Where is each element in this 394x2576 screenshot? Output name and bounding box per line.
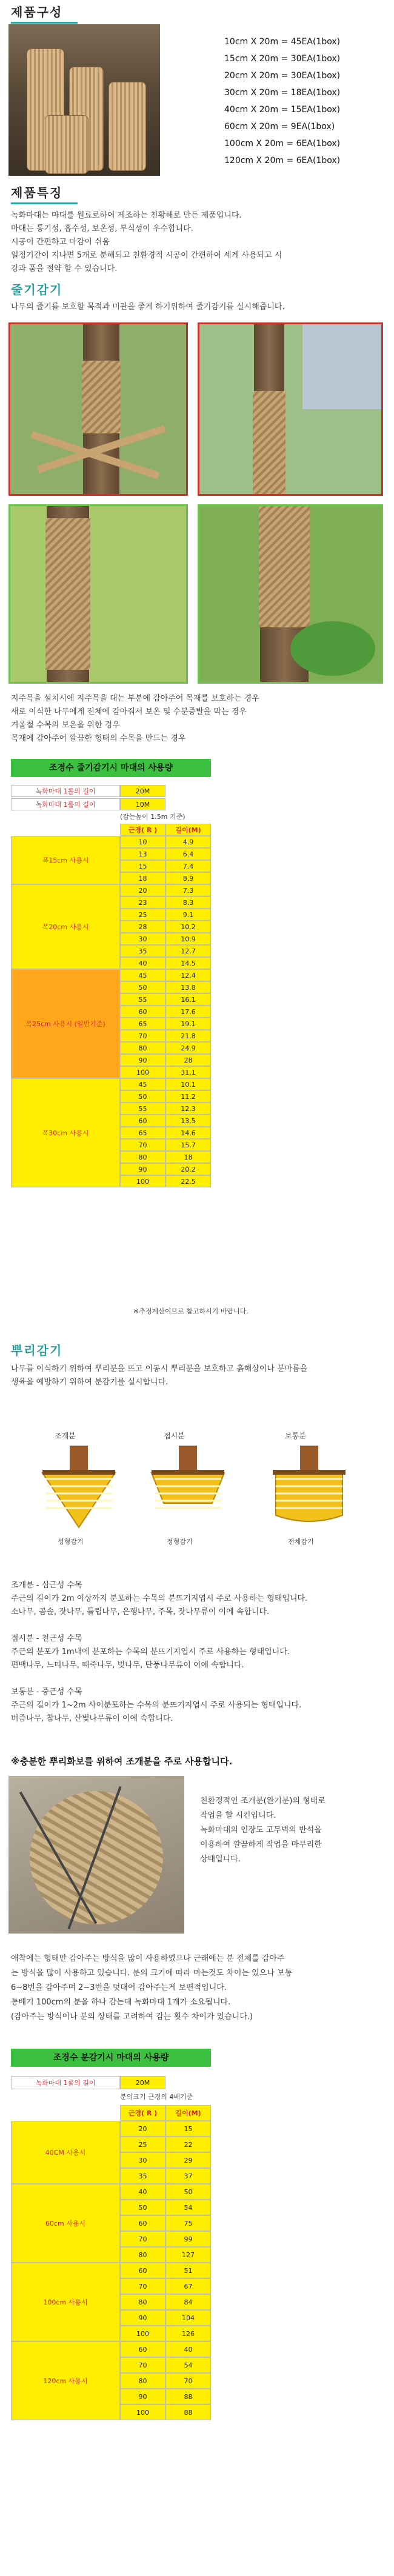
height-note: (감는높이 1.5m 기준) bbox=[120, 813, 185, 821]
feature-line: 녹화마대는 마대를 원료로하여 제조하는 친황해로 만든 제품입니다. bbox=[11, 211, 242, 220]
group-label: 폭30cm 사용시 bbox=[11, 1078, 120, 1187]
section-title-product: 제품구성 bbox=[11, 2, 78, 24]
length-cell: 50 bbox=[165, 2184, 211, 2200]
girth-cell: 70 bbox=[120, 1030, 165, 1042]
diagram-label: 접시분 bbox=[164, 1432, 185, 1440]
girth-cell: 70 bbox=[120, 2231, 165, 2247]
root-type-line: 주근의 길이가 2m 이상까지 분포하는 수목의 분뜨기지엽시 주로 사용하는 형태입니다. bbox=[11, 1594, 308, 1603]
root-caption-line: 친환경적인 조개분(완기분)의 형태로 bbox=[200, 1797, 326, 1806]
root-paragraph-line: 통배기 100cm의 분을 하나 감는데 녹화마대 1개가 소요됩니다. bbox=[11, 1998, 231, 2007]
length-cell: 126 bbox=[165, 2326, 211, 2341]
group-label: 폭25cm 사용시 (일반기준) bbox=[11, 969, 120, 1078]
girth-cell: 90 bbox=[120, 1163, 165, 1175]
spec-line: 30cm X 20m = 18EA(1box) bbox=[224, 88, 341, 98]
roll-label: 녹화마대 1롤의 길이 bbox=[11, 2076, 120, 2089]
girth-cell: 70 bbox=[120, 2278, 165, 2294]
trunk-photo-4 bbox=[198, 504, 383, 684]
length-cell: 13.8 bbox=[165, 981, 211, 993]
diagram-caption: 정형감기 bbox=[167, 1538, 193, 1546]
length-cell: 84 bbox=[165, 2294, 211, 2310]
length-cell: 88 bbox=[165, 2404, 211, 2420]
spec-line: 15cm X 20m = 30EA(1box) bbox=[224, 54, 341, 64]
girth-cell: 80 bbox=[120, 1151, 165, 1163]
length-cell: 13.5 bbox=[165, 1115, 211, 1127]
diagram-caption: 성형감기 bbox=[58, 1538, 84, 1546]
trunk-intro: 나무의 줄기를 보호할 목적과 미관을 좋게 하기위하여 줄기감기를 실시해줍니다. bbox=[11, 302, 285, 312]
diagram-label: 보통분 bbox=[285, 1432, 306, 1440]
root-intro: 나무를 이식하기 위하여 뿌리분을 뜨고 이동시 뿌리분을 보호하고 흙해상이나 분마름을 생육을 예방하기 위하여 분감기를 실시합니다. bbox=[11, 1364, 308, 1387]
spec-line: 20cm X 20m = 30EA(1box) bbox=[224, 71, 341, 81]
girth-cell: 45 bbox=[120, 1078, 165, 1090]
length-cell: 12.7 bbox=[165, 945, 211, 957]
length-cell: 24.9 bbox=[165, 1042, 211, 1054]
length-cell: 67 bbox=[165, 2278, 211, 2294]
spec-line: 120cm X 20m = 6EA(1box) bbox=[224, 156, 341, 165]
root-ball-diagram bbox=[36, 1446, 121, 1530]
root-type-line: 주근의 길이가 1~2m 사이분포하는 수목의 분뜨기지엽시 주로 사용되는 형태입니다. bbox=[11, 1701, 302, 1710]
root-type-heading: 접시분 - 천근성 수목 bbox=[11, 1634, 82, 1643]
length-cell: 54 bbox=[165, 2200, 211, 2215]
girth-cell: 70 bbox=[120, 2357, 165, 2373]
spec-line: 10cm X 20m = 45EA(1box) bbox=[224, 37, 341, 47]
roll-value: 20M bbox=[120, 785, 165, 797]
root-ball-photo bbox=[8, 1776, 184, 1934]
trunk-use-line: 겨울철 수목의 보온을 위한 경우 bbox=[11, 721, 120, 730]
girth-cell: 80 bbox=[120, 2373, 165, 2389]
girth-cell: 90 bbox=[120, 1054, 165, 1066]
girth-cell: 40 bbox=[120, 957, 165, 969]
trunk-photo-1 bbox=[8, 322, 188, 496]
length-cell: 7.3 bbox=[165, 884, 211, 896]
girth-cell: 60 bbox=[120, 1115, 165, 1127]
girth-cell: 25 bbox=[120, 909, 165, 921]
root-ball-diagram bbox=[267, 1446, 352, 1530]
roll-label: 녹화마대 1롤의 길이 bbox=[11, 785, 120, 797]
feature-line: 일정기간이 지나면 5개로 분해되고 친환경적 시공이 간편하여 세계 사용되고 시 bbox=[11, 251, 282, 260]
girth-cell: 60 bbox=[120, 2341, 165, 2357]
length-cell: 17.6 bbox=[165, 1006, 211, 1018]
girth-cell: 65 bbox=[120, 1127, 165, 1139]
girth-cell: 55 bbox=[120, 993, 165, 1006]
column-header: 길이(M) bbox=[165, 824, 211, 836]
length-cell: 7.4 bbox=[165, 860, 211, 872]
trunk-photo-3 bbox=[8, 504, 188, 684]
group-label: 100cm 사용시 bbox=[11, 2263, 120, 2341]
trunk-uses bbox=[11, 692, 381, 746]
length-cell: 104 bbox=[165, 2310, 211, 2326]
length-cell: 22.5 bbox=[165, 1175, 211, 1187]
girth-cell: 40 bbox=[120, 2184, 165, 2200]
root-paragraph-line: (감아주는 방식이나 분의 상태를 고려하여 감는 횟수 차이가 있습니다.) bbox=[11, 2012, 253, 2021]
girth-cell: 100 bbox=[120, 2326, 165, 2341]
column-header: 근경( R ) bbox=[120, 824, 165, 836]
root-caption-line: 상태입니다. bbox=[200, 1855, 241, 1864]
girth-cell: 30 bbox=[120, 933, 165, 945]
girth-cell: 90 bbox=[120, 2310, 165, 2326]
length-cell: 12.4 bbox=[165, 969, 211, 981]
product-spec-list bbox=[224, 33, 340, 169]
length-cell: 21.8 bbox=[165, 1030, 211, 1042]
length-cell: 16.1 bbox=[165, 993, 211, 1006]
length-cell: 10.2 bbox=[165, 921, 211, 933]
root-type-line: 편백나무, 느티나무, 때죽나무, 벚나무, 단풍나무류이 이에 속합니다. bbox=[11, 1661, 244, 1670]
length-cell: 70 bbox=[165, 2373, 211, 2389]
column-header: 근경( R ) bbox=[120, 2105, 165, 2121]
girth-cell: 45 bbox=[120, 969, 165, 981]
spec-line: 100cm X 20m = 6EA(1box) bbox=[224, 139, 341, 148]
trunk-use-line: 지주목을 설치시에 지주목을 대는 부분에 감아주어 목재를 보호하는 경우 bbox=[11, 694, 259, 703]
root-paragraph bbox=[11, 1952, 381, 2024]
root-type-block bbox=[11, 1579, 381, 1619]
feature-line: 시공이 간편하고 마감이 쉬움 bbox=[11, 238, 110, 247]
size-note: 분의크기 근경의 4배기준 bbox=[120, 2093, 193, 2101]
length-cell: 6.4 bbox=[165, 848, 211, 860]
girth-cell: 35 bbox=[120, 945, 165, 957]
length-cell: 4.9 bbox=[165, 836, 211, 848]
section-title-root: 뿌리감기 bbox=[11, 1343, 63, 1358]
length-cell: 15 bbox=[165, 2121, 211, 2137]
section-title-features: 제품특징 bbox=[11, 183, 78, 204]
girth-cell: 65 bbox=[120, 1018, 165, 1030]
length-cell: 54 bbox=[165, 2357, 211, 2373]
girth-cell: 35 bbox=[120, 2168, 165, 2184]
girth-cell: 28 bbox=[120, 921, 165, 933]
trunk-table-title: 조경수 줄기감기시 마대의 사용량 bbox=[11, 759, 211, 777]
girth-cell: 55 bbox=[120, 1103, 165, 1115]
root-caption-line: 이용하여 깔끔하게 작업을 마무리한 bbox=[200, 1840, 322, 1849]
product-photo bbox=[8, 24, 160, 176]
trunk-footnote: ※추정계산이므로 참고하시기 바랍니다. bbox=[133, 1307, 249, 1315]
length-cell: 28 bbox=[165, 1054, 211, 1066]
girth-cell: 80 bbox=[120, 2294, 165, 2310]
root-paragraph-line: 는 방식을 많이 사용하고 있습니다. 분의 크기에 따라 마는것도 차이는 있으나 보통 bbox=[11, 1969, 293, 1978]
length-cell: 31.1 bbox=[165, 1066, 211, 1078]
length-cell: 99 bbox=[165, 2231, 211, 2247]
root-type-line: 소나무, 곰솔, 잣나무, 튤립나무, 은행나무, 주목, 잣나무류이 이에 속합니다. bbox=[11, 1607, 270, 1617]
length-cell: 37 bbox=[165, 2168, 211, 2184]
length-cell: 88 bbox=[165, 2389, 211, 2404]
root-photo-caption bbox=[200, 1794, 382, 1867]
girth-cell: 50 bbox=[120, 2200, 165, 2215]
group-label: 40CM 사용시 bbox=[11, 2121, 120, 2184]
group-label: 폭20cm 사용시 bbox=[11, 884, 120, 969]
girth-cell: 15 bbox=[120, 860, 165, 872]
group-label: 60cm 사용시 bbox=[11, 2184, 120, 2263]
wrap-value: 10M bbox=[120, 798, 165, 810]
diagram-label: 조개분 bbox=[55, 1432, 76, 1440]
girth-cell: 100 bbox=[120, 1066, 165, 1078]
length-cell: 14.6 bbox=[165, 1127, 211, 1139]
trunk-use-line: 목재에 감아주어 깔끔한 형태의 수목을 만드는 경우 bbox=[11, 734, 186, 743]
length-cell: 75 bbox=[165, 2215, 211, 2231]
length-cell: 14.5 bbox=[165, 957, 211, 969]
length-cell: 29 bbox=[165, 2152, 211, 2168]
root-type-block bbox=[11, 1686, 381, 1726]
spec-line: 40cm X 20m = 15EA(1box) bbox=[224, 105, 341, 115]
girth-cell: 23 bbox=[120, 896, 165, 909]
section-title-trunk: 줄기감기 bbox=[11, 282, 63, 297]
girth-cell: 80 bbox=[120, 2247, 165, 2263]
wrap-label: 녹화마대 1롤의 길이 bbox=[11, 798, 120, 810]
length-cell: 12.3 bbox=[165, 1103, 211, 1115]
girth-cell: 20 bbox=[120, 2121, 165, 2137]
length-cell: 19.1 bbox=[165, 1018, 211, 1030]
girth-cell: 100 bbox=[120, 2404, 165, 2420]
length-cell: 20.2 bbox=[165, 1163, 211, 1175]
feature-line: 강과 품을 절약 할 수 있습니다. bbox=[11, 264, 118, 273]
group-label: 120cm 사용시 bbox=[11, 2341, 120, 2420]
girth-cell: 25 bbox=[120, 2137, 165, 2152]
girth-cell: 10 bbox=[120, 836, 165, 848]
girth-cell: 80 bbox=[120, 1042, 165, 1054]
length-cell: 8.9 bbox=[165, 872, 211, 884]
root-paragraph-line: 애착에는 형태만 감아주는 방식을 많이 사용하였으나 근래에는 분 전체를 감아주 bbox=[11, 1954, 285, 1963]
features-text bbox=[11, 209, 381, 276]
group-label: 폭15cm 사용시 bbox=[11, 836, 120, 884]
girth-cell: 50 bbox=[120, 1090, 165, 1103]
length-cell: 22 bbox=[165, 2137, 211, 2152]
column-header: 길이(M) bbox=[165, 2105, 211, 2121]
root-type-line: 버즘나무, 참나무, 산벚나무류이 이에 속합니다. bbox=[11, 1714, 173, 1723]
diagram-caption: 전체감기 bbox=[288, 1538, 314, 1546]
length-cell: 9.1 bbox=[165, 909, 211, 921]
length-cell: 51 bbox=[165, 2263, 211, 2278]
girth-cell: 60 bbox=[120, 1006, 165, 1018]
root-type-block bbox=[11, 1632, 381, 1672]
girth-cell: 30 bbox=[120, 2152, 165, 2168]
root-emphasis: ※충분한 뿌리화보를 위하여 조개분을 주로 사용합니다. bbox=[11, 1756, 233, 1767]
girth-cell: 60 bbox=[120, 2263, 165, 2278]
length-cell: 10.9 bbox=[165, 933, 211, 945]
length-cell: 15.7 bbox=[165, 1139, 211, 1151]
girth-cell: 60 bbox=[120, 2215, 165, 2231]
girth-cell: 70 bbox=[120, 1139, 165, 1151]
root-ball-diagram bbox=[145, 1446, 230, 1530]
length-cell: 18 bbox=[165, 1151, 211, 1163]
length-cell: 8.3 bbox=[165, 896, 211, 909]
length-cell: 10.1 bbox=[165, 1078, 211, 1090]
roll-value: 20M bbox=[120, 2076, 165, 2089]
girth-cell: 20 bbox=[120, 884, 165, 896]
trunk-photo-2 bbox=[198, 322, 383, 496]
feature-line: 마대는 통기성, 흡수성, 보온성, 부식성이 우수합니다. bbox=[11, 224, 193, 233]
length-cell: 40 bbox=[165, 2341, 211, 2357]
root-paragraph-line: 6~8번을 감아주며 2~3번을 덧대어 감아주는게 보편적입니다. bbox=[11, 1983, 227, 1992]
root-types bbox=[11, 1579, 381, 1739]
girth-cell: 90 bbox=[120, 2389, 165, 2404]
length-cell: 127 bbox=[165, 2247, 211, 2263]
girth-cell: 50 bbox=[120, 981, 165, 993]
spec-line: 60cm X 20m = 9EA(1box) bbox=[224, 122, 335, 132]
root-caption-line: 녹화마대의 인장도 고무벽의 반석을 bbox=[200, 1826, 322, 1835]
root-type-line: 주근의 분포가 1m내에 분포하는 수목의 분뜨기지엽시 주로 사용하는 형태입니다. bbox=[11, 1647, 290, 1657]
root-table-title: 조경수 분감기시 마대의 사용량 bbox=[11, 2049, 211, 2067]
root-type-heading: 조개분 - 심근성 수목 bbox=[11, 1581, 82, 1590]
girth-cell: 13 bbox=[120, 848, 165, 860]
length-cell: 11.2 bbox=[165, 1090, 211, 1103]
trunk-use-line: 새로 이식한 나무에게 전체에 감아줘서 보온 및 수분증발을 막는 경우 bbox=[11, 707, 247, 716]
girth-cell: 18 bbox=[120, 872, 165, 884]
root-caption-line: 작업을 할 시킨입니다. bbox=[200, 1811, 276, 1820]
girth-cell: 100 bbox=[120, 1175, 165, 1187]
root-type-heading: 보통분 - 중근성 수목 bbox=[11, 1687, 82, 1697]
